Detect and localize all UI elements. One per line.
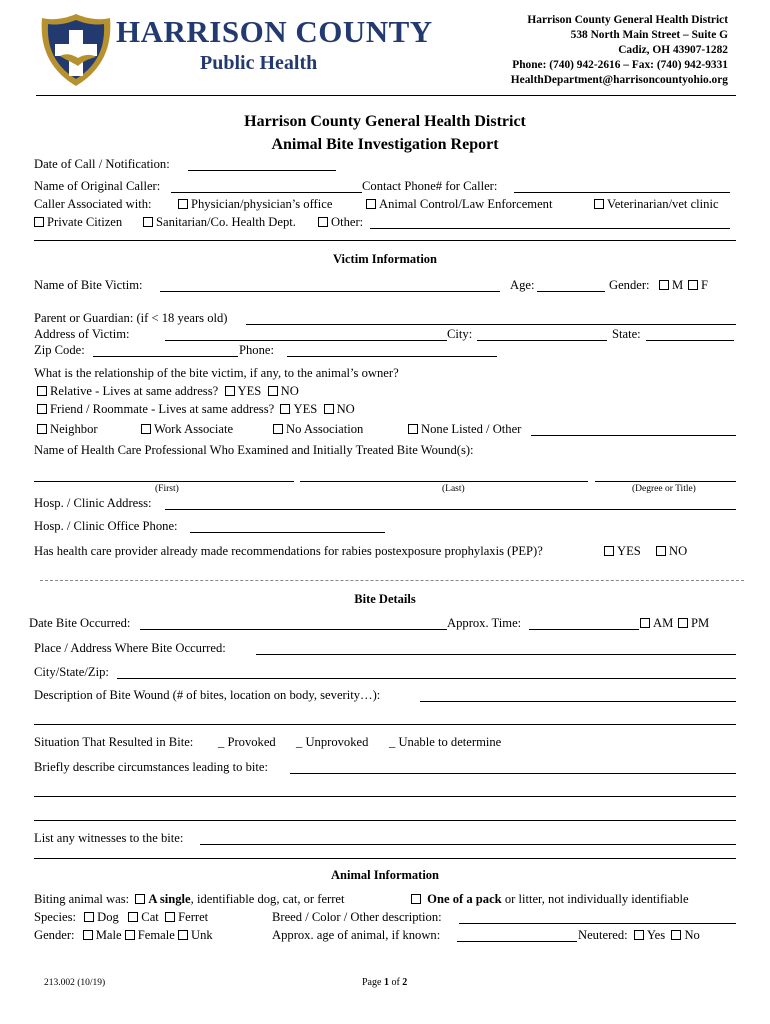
vet-checkbox[interactable]	[594, 199, 604, 209]
gender-m[interactable]: M	[659, 278, 683, 293]
place-field[interactable]	[256, 654, 736, 655]
victim-name-label: Name of Bite Victim:	[34, 278, 143, 292]
circumstances-field-2[interactable]	[34, 796, 736, 797]
friend-yes-checkbox[interactable]	[280, 404, 290, 414]
male-checkbox[interactable]	[83, 930, 93, 940]
single-checkbox[interactable]	[135, 894, 145, 904]
unprovoked-option[interactable]: _ Unprovoked	[296, 735, 369, 749]
gender-f-checkbox[interactable]	[688, 280, 698, 290]
place-label: Place / Address Where Bite Occurred:	[34, 641, 226, 655]
zip-field[interactable]	[93, 356, 238, 357]
form-code: 213.002 (10/19)	[44, 978, 106, 988]
gender-m-checkbox[interactable]	[659, 280, 669, 290]
neighbor-checkbox[interactable]	[37, 424, 47, 434]
gender-label: Gender:	[609, 278, 650, 292]
opt-sanitarian[interactable]: Sanitarian/Co. Health Dept.	[143, 215, 296, 230]
header-org: Harrison County General Health District	[527, 14, 728, 26]
relative-no-checkbox[interactable]	[268, 386, 278, 396]
pm-option[interactable]: PM	[678, 616, 709, 631]
header-rule	[36, 95, 736, 96]
bite-time-field[interactable]	[529, 629, 639, 630]
header-street: 538 North Main Street – Suite G	[570, 29, 728, 41]
no-assoc-option[interactable]: No Association	[273, 422, 363, 437]
victim-phone-field[interactable]	[287, 356, 497, 357]
section-rule-1	[34, 240, 736, 241]
bite-date-label: Date Bite Occurred:	[29, 616, 131, 630]
shield-cross-icon	[38, 12, 114, 88]
relative-option[interactable]: Relative - Lives at same address? YES NO	[37, 384, 299, 399]
page-title: Harrison County General Health District	[244, 113, 526, 130]
none-listed-checkbox[interactable]	[408, 424, 418, 434]
opt-animal-control[interactable]: Animal Control/Law Enforcement	[366, 197, 552, 212]
neutered-no-checkbox[interactable]	[671, 930, 681, 940]
relationship-question: What is the relationship of the bite victim, if any, to the animal’s owner?	[34, 366, 399, 380]
pep-yes-checkbox[interactable]	[604, 546, 614, 556]
victim-address-field[interactable]	[165, 340, 447, 341]
female-checkbox[interactable]	[125, 930, 135, 940]
animal-age-field[interactable]	[457, 941, 577, 942]
physician-checkbox[interactable]	[178, 199, 188, 209]
city-field[interactable]	[477, 340, 607, 341]
csz-label: City/State/Zip:	[34, 665, 109, 679]
friend-checkbox[interactable]	[37, 404, 47, 414]
section-rule-3	[34, 858, 736, 859]
bite-date-field[interactable]	[140, 629, 447, 630]
city-label: City:	[447, 327, 473, 341]
witnesses-field[interactable]	[200, 844, 736, 845]
age-field[interactable]	[537, 291, 605, 292]
animal-control-checkbox[interactable]	[366, 199, 376, 209]
relative-yes-checkbox[interactable]	[225, 386, 235, 396]
animal-section-title: Animal Information	[331, 868, 439, 882]
last-caption: (Last)	[442, 484, 465, 494]
guardian-label: Parent or Guardian: (if < 18 years old)	[34, 311, 228, 325]
pack-checkbox[interactable]	[411, 894, 421, 904]
situation-label: Situation That Resulted in Bite:	[34, 735, 194, 749]
relative-checkbox[interactable]	[37, 386, 47, 396]
pep-no-option[interactable]: NO	[656, 544, 687, 559]
logo-line2: Public Health	[200, 52, 318, 74]
animal-gender-row: Gender: Male Female Unk	[34, 928, 213, 942]
hosp-phone-field[interactable]	[190, 532, 385, 533]
opt-physician[interactable]: Physician/physician’s office	[178, 197, 332, 212]
neutered-yes-checkbox[interactable]	[634, 930, 644, 940]
page-subtitle: Animal Bite Investigation Report	[271, 136, 499, 153]
hcp-first-field[interactable]	[34, 481, 294, 482]
provoked-option[interactable]: _ Provoked	[218, 735, 276, 749]
victim-phone-label: Phone:	[239, 343, 274, 357]
logo-line1: HARRISON COUNTY	[116, 14, 433, 49]
header-email: HealthDepartment@harrisoncountyohio.org	[510, 74, 728, 86]
circumstances-field-3[interactable]	[34, 820, 736, 821]
unk-checkbox[interactable]	[178, 930, 188, 940]
animal-age-label: Approx. age of animal, if known:	[272, 928, 441, 942]
breed-label: Breed / Color / Other description:	[272, 910, 442, 924]
zip-label: Zip Code:	[34, 343, 85, 357]
degree-caption: (Degree or Title)	[632, 484, 696, 494]
breed-field[interactable]	[459, 923, 736, 924]
header-city: Cadiz, OH 43907-1282	[618, 44, 728, 56]
pep-yes-option[interactable]: YES	[604, 544, 641, 559]
none-listed-field[interactable]	[531, 435, 736, 436]
circumstances-label: Briefly describe circumstances leading to bite:	[34, 760, 268, 774]
work-option[interactable]: Work Associate	[141, 422, 233, 437]
no-assoc-checkbox[interactable]	[273, 424, 283, 434]
hosp-address-field[interactable]	[165, 509, 736, 510]
wound-label: Description of Bite Wound (# of bites, location on body, severity…):	[34, 688, 381, 702]
wound-field[interactable]	[420, 701, 736, 702]
header-phone: Phone: (740) 942-2616 – Fax: (740) 942-9331	[512, 59, 728, 71]
victim-name-field[interactable]	[160, 291, 500, 292]
sanitarian-checkbox[interactable]	[143, 217, 153, 227]
other-field[interactable]	[370, 228, 730, 229]
cat-checkbox[interactable]	[128, 912, 138, 922]
dog-checkbox[interactable]	[84, 912, 94, 922]
hcp-degree-field[interactable]	[595, 481, 736, 482]
caller-name-label: Name of Original Caller:	[34, 179, 161, 193]
pack-option[interactable]: One of a pack or litter, not individually identifiable	[411, 892, 689, 907]
biting-was-row: Biting animal was: A single, identifiable dog, cat, or ferret	[34, 892, 345, 906]
ferret-checkbox[interactable]	[165, 912, 175, 922]
page-number: Page 1 of 2	[362, 977, 408, 988]
bite-section-title: Bite Details	[354, 592, 416, 606]
am-option[interactable]: AM	[640, 616, 673, 631]
hcp-question: Name of Health Care Professional Who Examined and Initially Treated Bite Wound(s):	[34, 443, 474, 457]
pep-no-checkbox[interactable]	[656, 546, 666, 556]
none-listed-option[interactable]: None Listed / Other	[408, 422, 521, 437]
work-checkbox[interactable]	[141, 424, 151, 434]
hosp-address-label: Hosp. / Clinic Address:	[34, 496, 152, 510]
gender-f[interactable]: F	[688, 278, 708, 293]
header-address	[511, 13, 728, 88]
opt-vet[interactable]: Veterinarian/vet clinic	[594, 197, 719, 212]
pep-question: Has health care provider already made recommendations for rabies postexposure prophylaxis (PEP)?	[34, 544, 543, 558]
private-checkbox[interactable]	[34, 217, 44, 227]
opt-other[interactable]: Other:	[318, 215, 363, 230]
section-rule-2	[40, 580, 744, 581]
circumstances-field[interactable]	[290, 773, 736, 774]
neutered-row: Neutered: Yes No	[578, 928, 700, 942]
unable-option[interactable]: _ Unable to determine	[389, 735, 502, 749]
date-of-call-field[interactable]	[188, 170, 336, 171]
neighbor-option[interactable]: Neighbor	[37, 422, 98, 437]
csz-field[interactable]	[117, 678, 736, 679]
victim-section-title: Victim Information	[332, 252, 438, 266]
am-checkbox[interactable]	[640, 618, 650, 628]
caller-assoc-label: Caller Associated with:	[34, 197, 152, 211]
hcp-last-field[interactable]	[300, 481, 588, 482]
wound-field-2[interactable]	[34, 724, 736, 725]
age-label: Age:	[510, 278, 535, 292]
victim-address-label: Address of Victim:	[34, 327, 130, 341]
bite-time-label: Approx. Time:	[447, 616, 522, 630]
hosp-phone-label: Hosp. / Clinic Office Phone:	[34, 519, 178, 533]
state-label: State:	[612, 327, 641, 341]
first-caption: (First)	[155, 484, 179, 494]
date-of-call-label: Date of Call / Notification:	[34, 157, 170, 171]
pm-checkbox[interactable]	[678, 618, 688, 628]
opt-private[interactable]: Private Citizen	[34, 215, 122, 230]
guardian-field[interactable]	[246, 324, 736, 325]
caller-name-field[interactable]	[171, 192, 362, 193]
friend-no-checkbox[interactable]	[324, 404, 334, 414]
other-checkbox[interactable]	[318, 217, 328, 227]
witnesses-label: List any witnesses to the bite:	[34, 831, 184, 845]
state-field[interactable]	[646, 340, 734, 341]
species-row: Species: Dog Cat Ferret	[34, 910, 209, 924]
friend-option[interactable]: Friend / Roommate - Lives at same address? YES NO	[37, 402, 355, 417]
contact-phone-label: Contact Phone# for Caller:	[362, 179, 498, 193]
contact-phone-field[interactable]	[514, 192, 730, 193]
